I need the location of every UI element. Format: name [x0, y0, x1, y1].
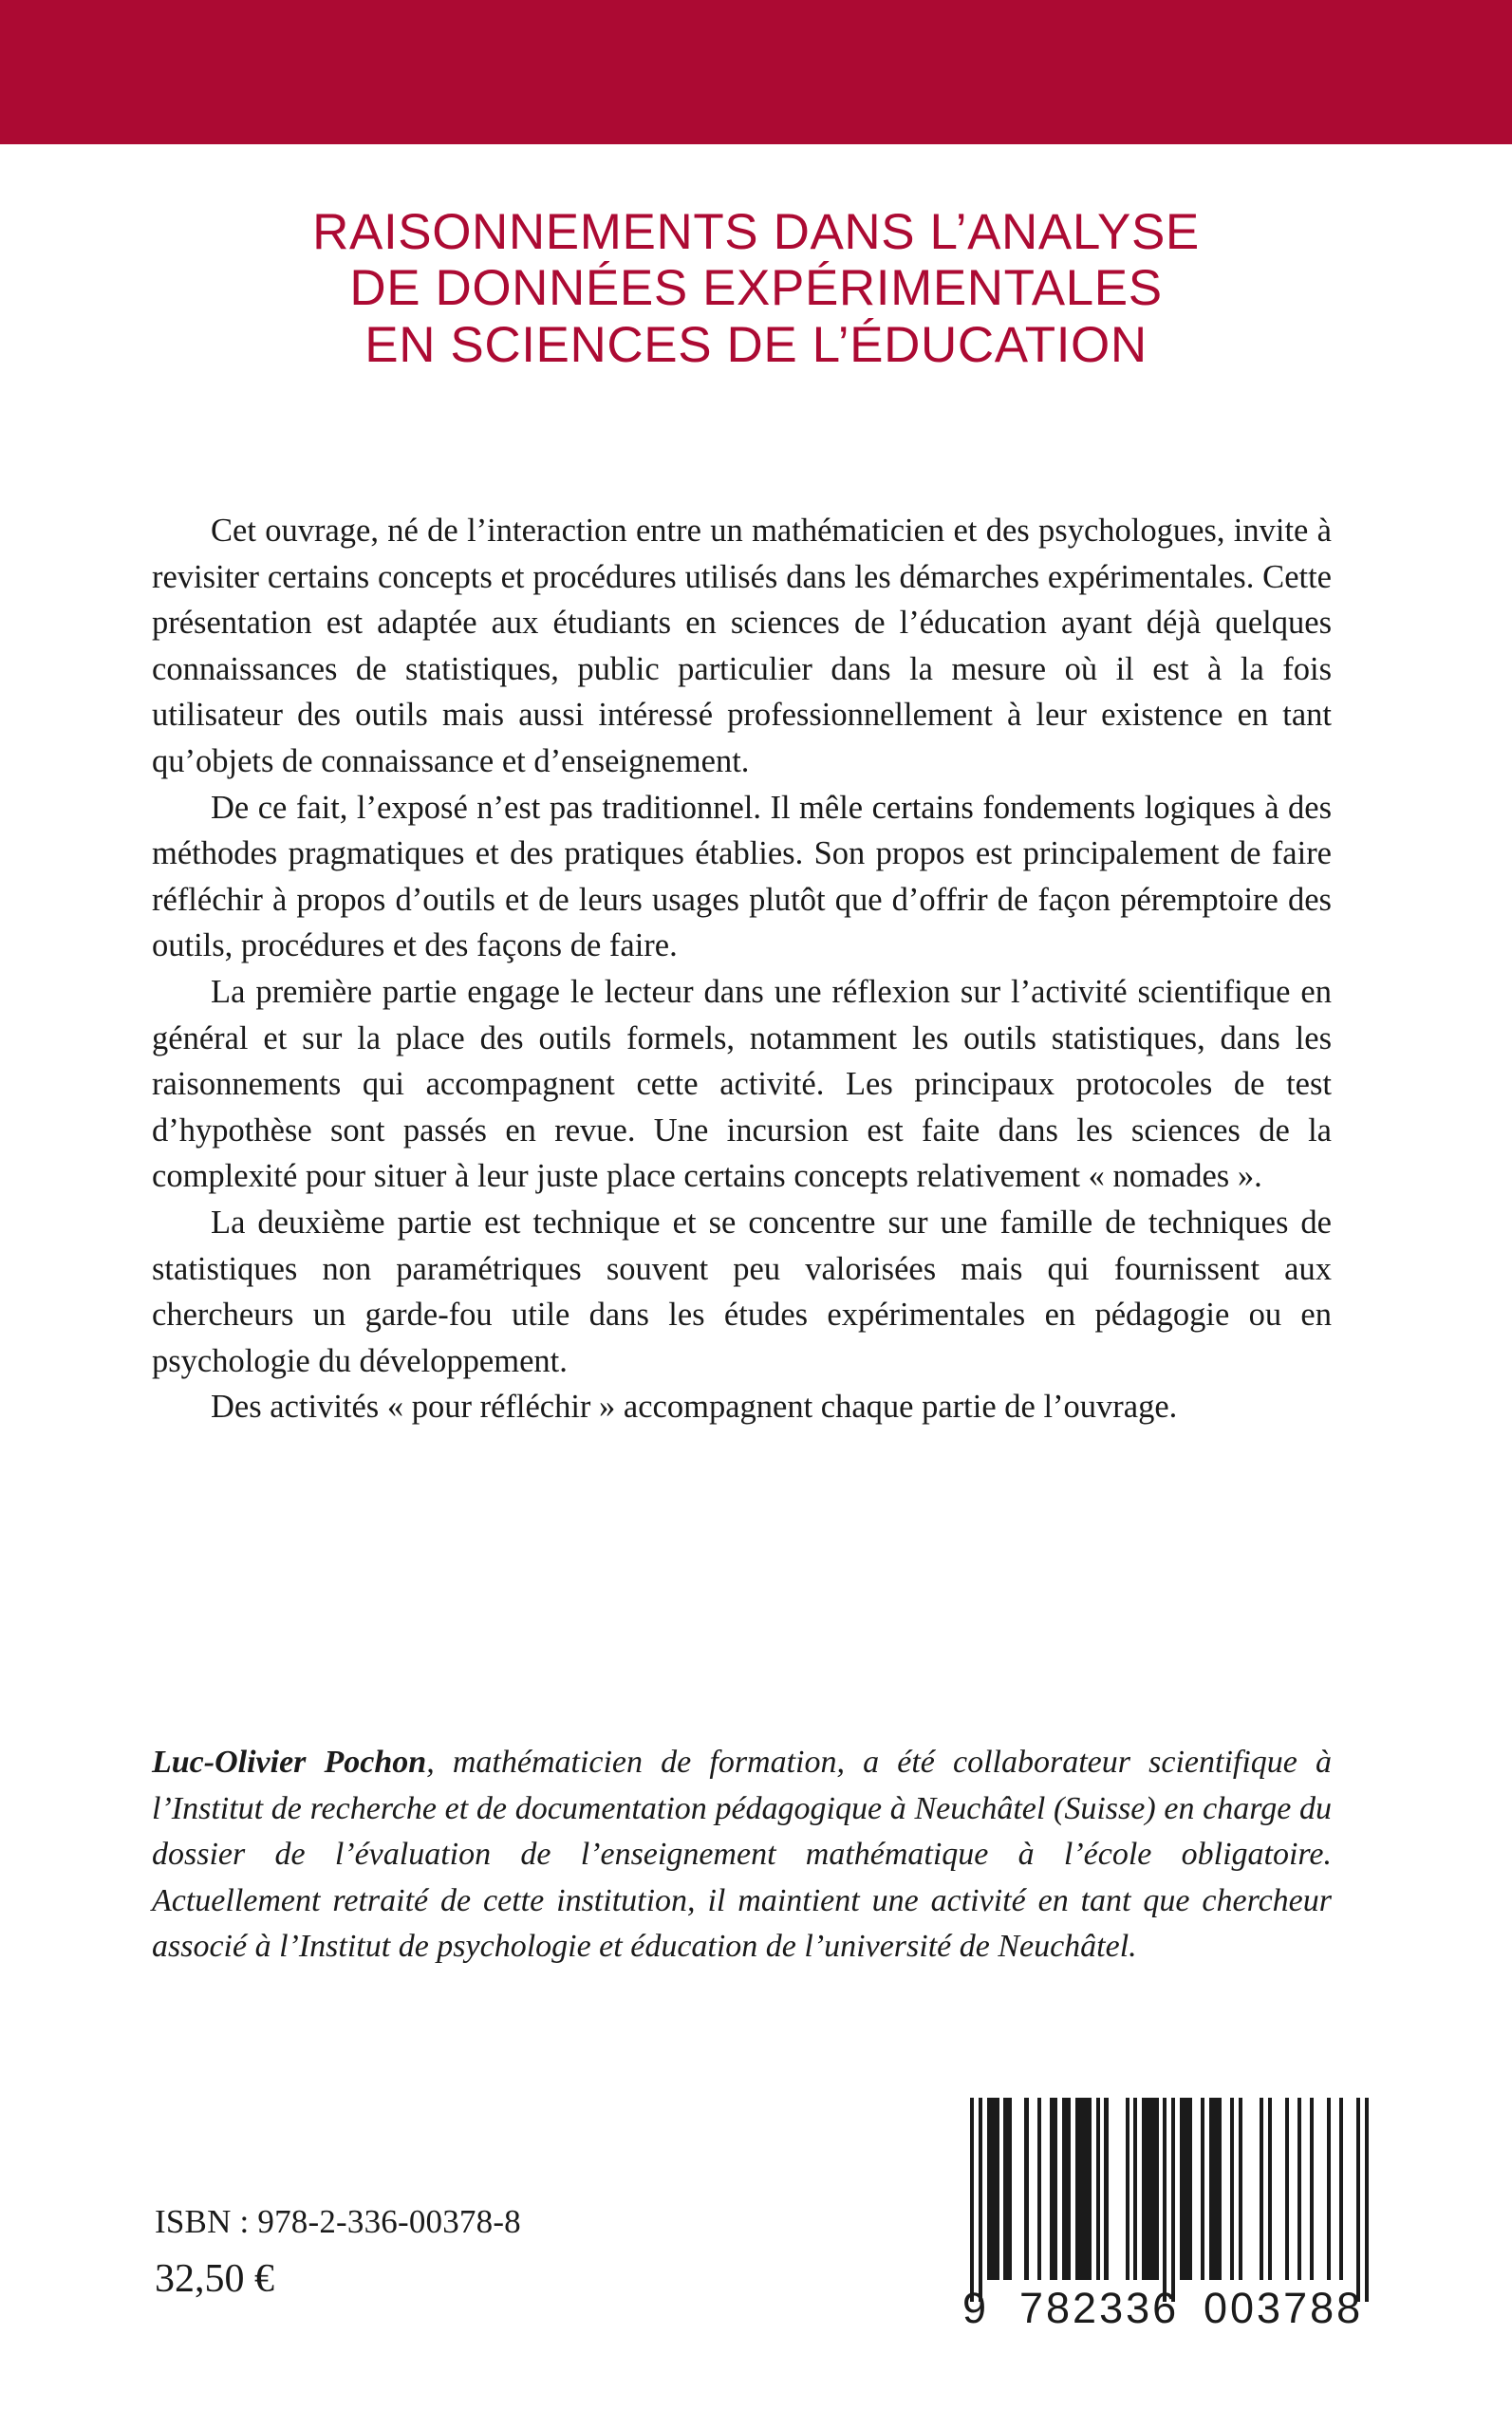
barcode-bar: [1024, 2098, 1028, 2280]
barcode-bar: [1260, 2098, 1263, 2280]
barcode-left-group: 782336: [1019, 2284, 1180, 2332]
price-label: 32,50 €: [155, 2257, 274, 2301]
title-line-3: EN SCIENCES DE L’ÉDUCATION: [364, 316, 1148, 373]
barcode-bar: [1062, 2098, 1070, 2280]
blurb-paragraph-4: La deuxième partie est technique et se concentre sur une famille de techniques de statistiques non paramétriques souvent peu valorisées mais qui fournissent aux chercheurs un garde-fou utile dans les études expérimentales en pédagogie ou en psychologie du développement.: [152, 1204, 1332, 1379]
barcode-bar: [1230, 2098, 1234, 2280]
title-line-1: RAISONNEMENTS DANS L’ANALYSE: [312, 204, 1200, 260]
barcode-bar: [1050, 2098, 1057, 2280]
barcode-bar: [1037, 2098, 1041, 2280]
barcode-bar: [1327, 2098, 1331, 2280]
author-biography: [152, 1740, 1332, 1971]
barcode-bar: [1209, 2098, 1222, 2280]
barcode-bar: [1104, 2098, 1108, 2280]
barcode-bar: [987, 2098, 999, 2280]
barcode-bar: [1126, 2098, 1129, 2280]
barcode-right-group: 003788: [1204, 2284, 1364, 2332]
barcode-digits: [962, 2284, 1369, 2335]
barcode-lead-digit: 9: [962, 2284, 990, 2332]
barcode-bar: [1142, 2098, 1158, 2280]
ean13-barcode: [962, 2098, 1369, 2378]
author-name: Luc-Olivier Pochon: [152, 1745, 427, 1780]
barcode-bar: [1003, 2098, 1011, 2280]
barcode-bar: [1365, 2098, 1369, 2302]
blurb-paragraph-1: Cet ouvrage, né de l’interaction entre un mathématicien et des psychologues, invite à revisiter certains concepts et procédures utilisés dans les démarches expérimentales. Cette présentation est adaptée aux étudiants en sciences de l’éducation ayant déjà quelques connaissances de statistiques, public particulier dans la mesure où il est à la fois utilisateur des outils mais aussi intéressé professionnellement à leur existence en tant qu’objets de connaissance et d’enseignement.: [152, 513, 1332, 779]
barcode-bars: [970, 2098, 1369, 2280]
back-cover-blurb: [152, 508, 1332, 1430]
barcode-bar: [1096, 2098, 1100, 2280]
isbn-label: ISBN : 978-2-336-00378-8: [155, 2203, 521, 2240]
blurb-paragraph-2: De ce fait, l’exposé n’est pas traditionnel. Il mêle certains fondements logiques à des méthodes pragmatiques et des pratiques établies. Son propos est principalement de faire réfléchir à propos d’outils et de leurs usages plutôt que d’offrir de façon péremptoire des outils, procédures et des façons de faire.: [152, 789, 1332, 964]
barcode-bar: [1163, 2098, 1167, 2302]
barcode-bar: [1075, 2098, 1092, 2280]
barcode-bar: [1339, 2098, 1343, 2280]
barcode-bar: [1133, 2098, 1137, 2280]
barcode-bar: [1356, 2098, 1360, 2302]
top-brand-band: [0, 0, 1512, 144]
barcode-bar: [1201, 2098, 1204, 2280]
barcode-bar: [1171, 2098, 1175, 2302]
title-line-2: DE DONNÉES EXPÉRIMENTALES: [349, 260, 1163, 317]
blurb-paragraph-5: Des activités « pour réfléchir » accompagnent chaque partie de l’ouvrage.: [211, 1389, 1178, 1426]
barcode-bar: [970, 2098, 974, 2302]
author-bio-text: , mathématicien de formation, a été collaborateur scientifique à l’Institut de recherche et de documentation pédagogique à Neuchâtel (Suisse) en charge du dossier de l’évaluation de l’enseignement mathématique à l’école obligatoire. Actuellement retraité de cette institution, il maintient une activité en tant que chercheur associé à l’Institut de psychologie et éducation de l’université de Neuchâtel.: [152, 1745, 1333, 1964]
book-title: [0, 204, 1512, 373]
barcode-bar: [1285, 2098, 1289, 2280]
barcode-bar: [1239, 2098, 1242, 2280]
barcode-bar: [1180, 2098, 1192, 2280]
blurb-paragraph-3: La première partie engage le lecteur dans une réflexion sur l’activité scientifique en général et sur la place des outils formels, notamment les outils statistiques, dans les raisonnements qui accompagnent cette activité. Les principaux protocoles de test d’hypothèse sont passés en revue. Une incursion est faite dans les sciences de la complexité pour situer à leur juste place certains concepts relativement « nomades ».: [152, 973, 1332, 1195]
barcode-bar: [1310, 2098, 1314, 2280]
barcode-bar: [1268, 2098, 1272, 2280]
barcode-bar: [1297, 2098, 1301, 2280]
barcode-bar: [979, 2098, 982, 2302]
